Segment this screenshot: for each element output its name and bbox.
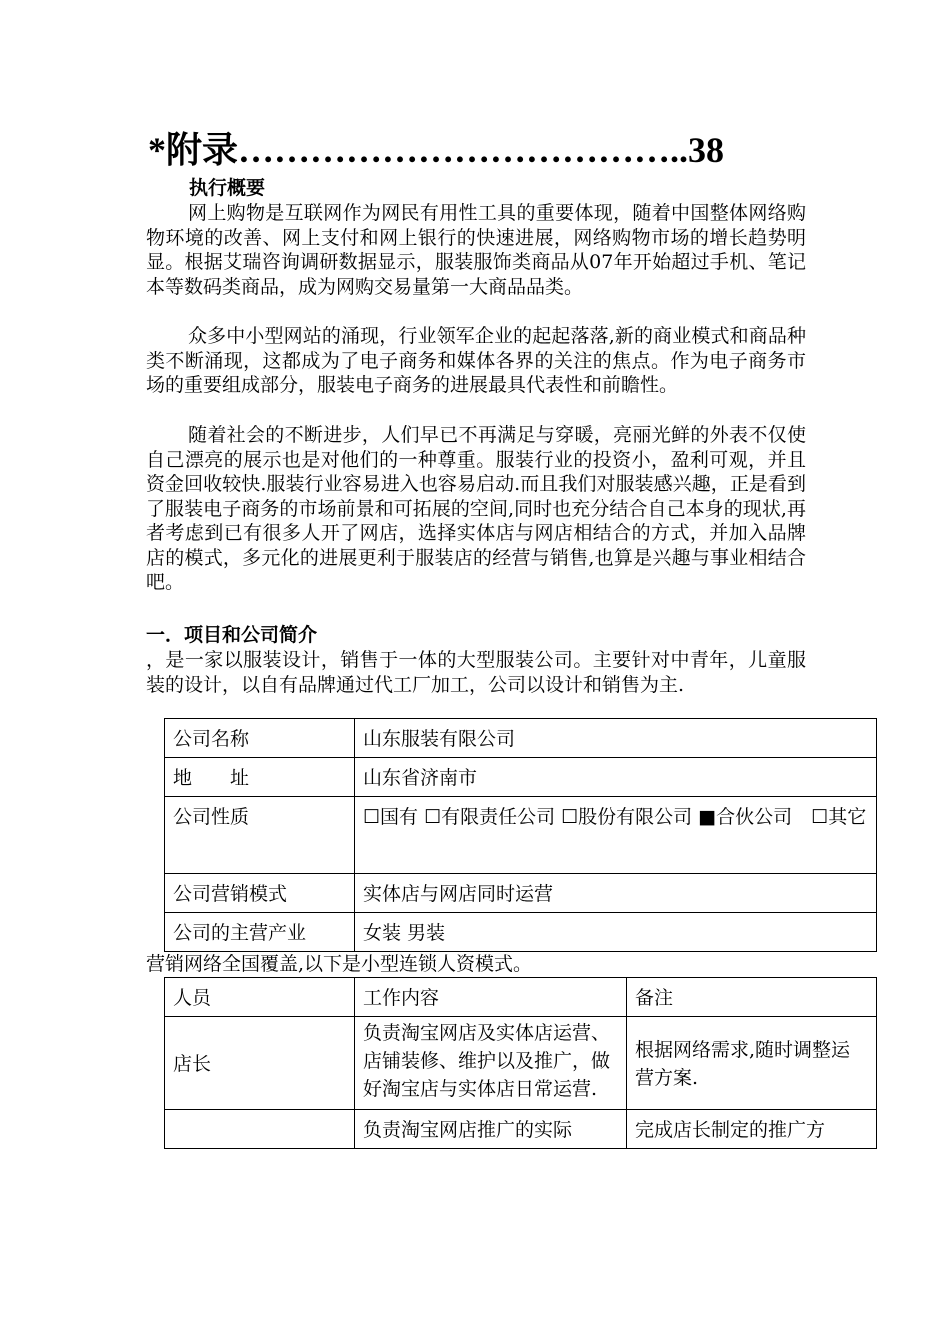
staff-header-role: 人员 [165, 978, 355, 1017]
toc-page-number: 38 [688, 130, 725, 170]
main-industry-value: 女装 男装 [355, 913, 877, 952]
staff-duty-cell: 负责淘宝网店推广的实际 [355, 1110, 627, 1149]
network-note: 营销网络全国覆盖,以下是小型连锁人资模式。 [146, 953, 533, 975]
summary-paragraph-3: 随着社会的不断进步，人们早已不再满足与穿暖，亮丽光鲜的外表不仅使自己漂亮的展示也是对他们的一种尊重。服装行业的投资小，盈利可观，并且资金回收较快.服装行业容易进入也容易启动.而且我们对服装感兴趣，正是看到了服装电子商务的市场前景和可拓展的空间,同时也充分结合自己本身的现状,再者考虑到已有很多人开了网店，选择实体店与网店相结合的方式，并加入品牌店的模式，多元化的进展更利于服装店的经营与销售,也算是兴趣与事业相结合吧。 [146, 424, 806, 593]
table-row [165, 719, 877, 758]
intro-heading: 一．项目和公司简介 [146, 624, 318, 646]
table-row [165, 874, 877, 913]
marketing-mode-label: 公司营销模式 [165, 874, 355, 913]
staff-table [164, 977, 877, 1149]
summary-paragraph-1: 网上购物是互联网作为网民有用性工具的重要体现，随着中国整体网络购物环境的改善、网上支付和网上银行的快速进展，网络购物市场的增长趋势明显。根据艾瑞咨询调研数据显示，服装服饰类商品从07年开始超过手机、笔记本等数码类商品，成为网购交易量第一大商品品类。 [146, 202, 806, 298]
summary-heading: 执行概要 [189, 177, 266, 199]
intro-paragraph: ，是一家以服装设计，销售于一体的大型服装公司。主要针对中青年，儿童服装的设计，以自有品牌通过代工厂加工，公司以设计和销售为主. [146, 649, 806, 696]
main-industry-label: 公司的主营产业 [165, 913, 355, 952]
company-type-options: ☐国有 ☐有限责任公司 ☐股份有限公司 ■合伙公司 ☐其它 [355, 797, 877, 874]
toc-dots: ……………………………….. [238, 130, 689, 170]
table-row [165, 978, 877, 1017]
company-address-label: 地 址 [165, 758, 355, 797]
toc-entry-appendix [148, 128, 868, 172]
staff-note-cell: 完成店长制定的推广方 [627, 1110, 877, 1149]
company-type-label: 公司性质 [165, 797, 355, 874]
company-address-value: 山东省济南市 [355, 758, 877, 797]
summary-paragraph-2: 众多中小型网站的涌现，行业领军企业的起起落落,新的商业模式和商品种类不断涌现，这都成为了电子商务和媒体各界的关注的焦点。作为电子商务市场的重要组成部分，服装电子商务的进展最具代表性和前瞻性。 [146, 325, 806, 396]
table-row [165, 797, 877, 874]
company-info-table [164, 718, 877, 952]
marketing-mode-value: 实体店与网店同时运营 [355, 874, 877, 913]
table-row [165, 1017, 877, 1110]
staff-role-cell [165, 1110, 355, 1149]
table-row [165, 913, 877, 952]
toc-label: *附录 [148, 130, 239, 170]
staff-header-note: 备注 [627, 978, 877, 1017]
staff-header-duty: 工作内容 [355, 978, 627, 1017]
company-name-value: 山东服装有限公司 [355, 719, 877, 758]
company-name-label: 公司名称 [165, 719, 355, 758]
staff-note-cell: 根据网络需求,随时调整运营方案. [627, 1017, 877, 1110]
staff-role-cell: 店长 [165, 1017, 355, 1110]
table-row [165, 758, 877, 797]
table-row [165, 1110, 877, 1149]
staff-duty-cell: 负责淘宝网店及实体店运营、店铺装修、维护以及推广，做好淘宝店与实体店日常运营. [355, 1017, 627, 1110]
